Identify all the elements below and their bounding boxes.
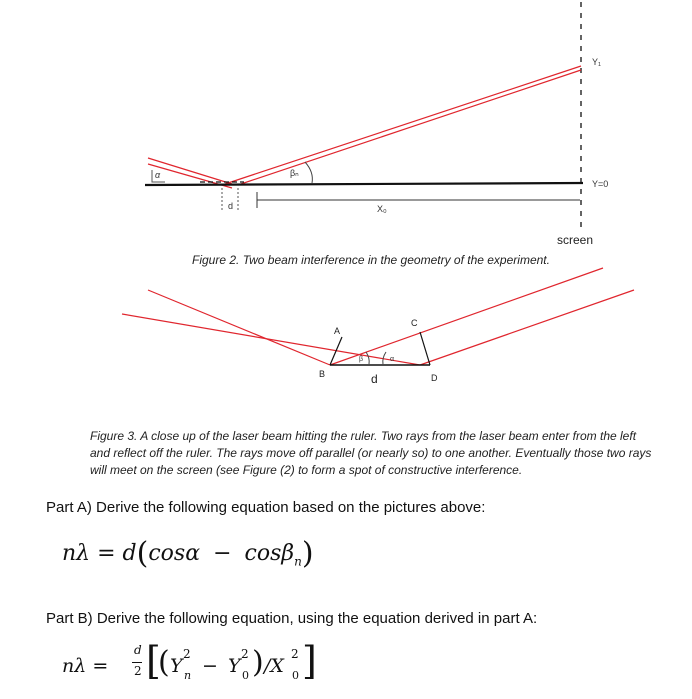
eq-b-frac-den: 2 (134, 664, 142, 678)
eq-a-cos-alpha: cosα (148, 541, 201, 566)
eq-b-y1: Y (170, 655, 183, 677)
eq-b-y2-sub: 0 (242, 669, 249, 682)
figure-2-caption: Figure 2. Two beam interference in the geometry of the experiment. (192, 253, 550, 267)
fig3-reflected-ray-2 (420, 290, 634, 365)
fig2-y0-label: Y=0 (592, 179, 609, 189)
eq-a-cos-beta: cosβ (244, 541, 295, 566)
eq-a-sub-n: n (294, 554, 302, 569)
eq-b-y1-sub: n (184, 669, 192, 682)
eq-a-lhs: nλ = d (62, 541, 137, 566)
eq-b-close-bracket: ] (302, 639, 317, 683)
eq-b-x-sub: 0 (292, 669, 299, 682)
reflected-ray-1 (222, 66, 581, 185)
fig3-beta-label: β (359, 356, 364, 363)
fig2-x0-label: X₀ (377, 204, 387, 214)
eq-b-open-bracket: [ (146, 639, 161, 683)
fig2-y1-label: Y₁ (592, 57, 602, 67)
eq-a-open-paren: ( (136, 536, 149, 571)
fig3-label-C: C (411, 318, 418, 328)
incident-ray-1 (148, 158, 232, 184)
fig3-wavefront-C (420, 332, 430, 365)
eq-b-frac-bar (132, 662, 142, 663)
eq-b-x-sup: 2 (291, 647, 299, 661)
fig2-d-label: d (228, 201, 234, 211)
figure-2 (0, 0, 692, 270)
ruler-line (145, 183, 583, 185)
eq-b-open-paren: ( (158, 645, 170, 680)
fig3-incident-ray-2 (122, 314, 420, 365)
figure-3 (0, 262, 692, 392)
eq-b-slash-x: /X (264, 655, 284, 677)
eq-b-frac-num: d (134, 643, 142, 657)
fig3-reflected-ray-1 (330, 268, 603, 365)
fig3-incident-ray-1 (148, 290, 330, 365)
eq-b-y1-sup: 2 (183, 647, 191, 661)
eq-a-minus: − (213, 541, 232, 566)
part-a-text: Part A) Derive the following equation based on the pictures above: (46, 499, 486, 516)
eq-b-y2-sup: 2 (241, 647, 249, 661)
eq-b-minus: − (202, 655, 218, 677)
fig3-label-A: A (334, 326, 341, 336)
fig3-beta-arc (366, 352, 369, 364)
fig3-alpha-arc (383, 352, 386, 364)
beta-angle-arc (305, 162, 312, 183)
fig3-alpha-label: α (390, 356, 395, 363)
fig2-alpha-label: α (155, 170, 161, 180)
eq-a-close-paren: ) (301, 536, 314, 571)
part-b-equation (62, 639, 342, 689)
fig3-label-D: D (431, 373, 438, 383)
figure-3-caption: Figure 3. A close up of the laser beam hitting the ruler. Two rays from the laser beam enter from the left and reflect off the ruler. The rays move off parallel (or nearly so) to one another. Eventually those two rays will meet on the screen (see Figure (2) to form a spot of constructive interference. (90, 429, 652, 477)
fig2-screen-label: screen (557, 233, 594, 247)
eq-b-lhs: nλ = (62, 655, 109, 677)
eq-b-y2: Y (228, 655, 241, 677)
part-b-text: Part B) Derive the following equation, using the equation derived in part A: (46, 610, 538, 627)
fig3-label-B: B (319, 369, 326, 379)
fig3-d-label: d (371, 372, 378, 386)
eq-b-close-paren: ) (252, 645, 264, 680)
part-a-equation (62, 536, 314, 571)
fig2-beta-label: βₙ (290, 168, 299, 178)
